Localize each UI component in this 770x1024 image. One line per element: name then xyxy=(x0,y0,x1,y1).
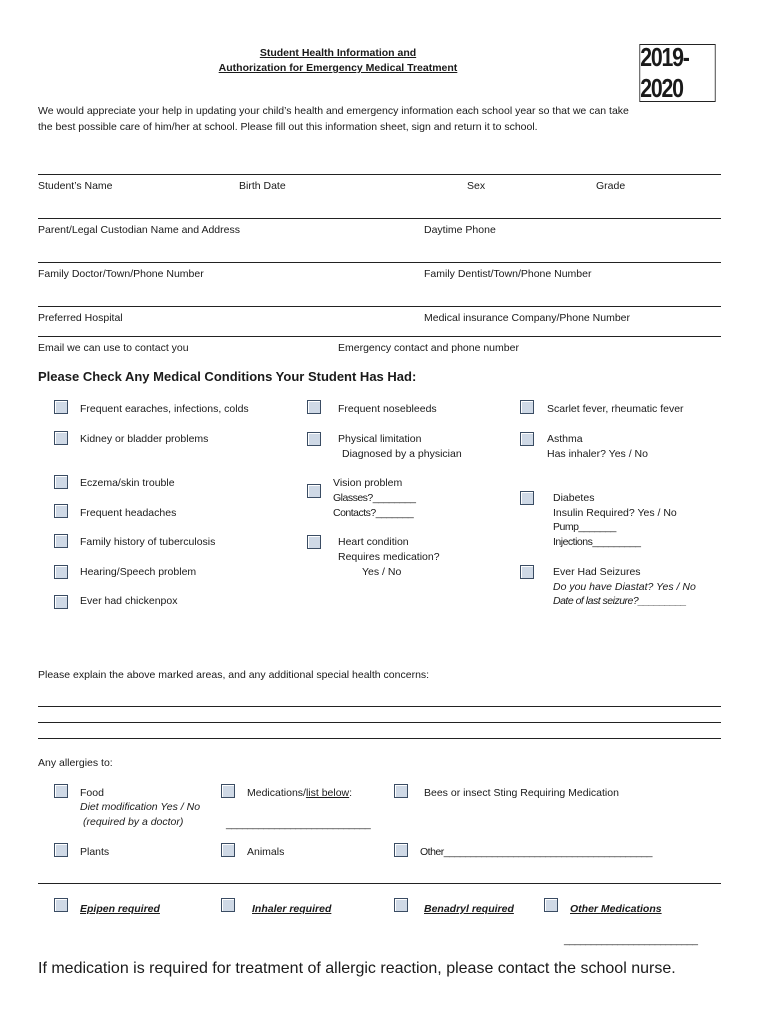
seizures-checkbox[interactable] xyxy=(520,565,534,579)
diabetes-checkbox[interactable] xyxy=(520,491,534,505)
contact-info-line[interactable] xyxy=(38,336,721,337)
food-allergy-label: Food xyxy=(80,787,104,799)
doctor-info-line[interactable] xyxy=(38,262,721,263)
sex-label: Sex xyxy=(467,180,486,192)
explain-line-1[interactable] xyxy=(38,706,721,707)
plants-allergy-checkbox[interactable] xyxy=(54,843,68,857)
earaches-checkbox[interactable] xyxy=(54,400,68,414)
headaches-label: Frequent headaches xyxy=(80,507,177,519)
explain-label: Please explain the above marked areas, and any additional special health concerns: xyxy=(38,669,430,681)
bees-allergy-label: Bees or insect Sting Requiring Medication xyxy=(424,787,619,799)
plants-allergy-label: Plants xyxy=(80,846,110,858)
heart-condition-checkbox[interactable] xyxy=(307,535,321,549)
emergency-contact-label: Emergency contact and phone number xyxy=(338,342,519,354)
footer-note: If medication is required for treatment of allergic reaction, please contact the school nurse. xyxy=(38,960,676,977)
bees-allergy-checkbox[interactable] xyxy=(394,784,408,798)
benadryl-label: Benadryl required xyxy=(424,903,514,915)
kidney-checkbox[interactable] xyxy=(54,431,68,445)
doctor-required-note: (required by a doctor) xyxy=(83,816,184,828)
inhaler-label: Inhaler required xyxy=(252,903,332,915)
heart-yes-no: Yes / No xyxy=(362,566,402,578)
chickenpox-label: Ever had chickenpox xyxy=(80,595,178,607)
explain-line-3[interactable] xyxy=(38,738,721,739)
diabetes-label: Diabetes xyxy=(553,492,595,504)
scarlet-fever-checkbox[interactable] xyxy=(520,400,534,414)
hearing-label: Hearing/Speech problem xyxy=(80,566,197,578)
eczema-label: Eczema/skin trouble xyxy=(80,477,175,489)
physical-limitation-label: Physical limitation xyxy=(338,433,422,445)
contacts-field[interactable]: Contacts?_______ xyxy=(333,507,414,519)
food-allergy-checkbox[interactable] xyxy=(54,784,68,798)
headaches-checkbox[interactable] xyxy=(54,504,68,518)
parent-label: Parent/Legal Custodian Name and Address xyxy=(38,224,240,236)
other-medications-checkbox[interactable] xyxy=(544,898,558,912)
nosebleeds-checkbox[interactable] xyxy=(307,400,321,414)
seizures-label: Ever Had Seizures xyxy=(553,566,641,578)
vision-label: Vision problem xyxy=(333,477,403,489)
birth-date-label: Birth Date xyxy=(239,180,286,192)
student-info-line[interactable] xyxy=(38,174,721,175)
insurance-label: Medical insurance Company/Phone Number xyxy=(424,312,631,324)
vision-checkbox[interactable] xyxy=(307,484,321,498)
daytime-phone-label: Daytime Phone xyxy=(424,224,496,236)
medications-list-field[interactable]: ___________________________ xyxy=(226,818,371,830)
explain-line-2[interactable] xyxy=(38,722,721,723)
diet-modification-note: Diet modification Yes / No xyxy=(80,801,201,813)
hospital-info-line[interactable] xyxy=(38,306,721,307)
inhaler-checkbox[interactable] xyxy=(221,898,235,912)
preferred-hospital-label: Preferred Hospital xyxy=(38,312,123,324)
other-allergy-field[interactable]: Other_______________________________________ xyxy=(420,846,653,858)
medications-allergy-checkbox[interactable] xyxy=(221,784,235,798)
glasses-field[interactable]: Glasses?________ xyxy=(333,492,416,504)
epipen-checkbox[interactable] xyxy=(54,898,68,912)
last-seizure-field[interactable]: Date of last seizure?_________ xyxy=(553,595,687,607)
nosebleeds-label: Frequent nosebleeds xyxy=(338,403,437,415)
intro-paragraph: We would appreciate your help in updating your child’s health and emergency information each school year so that we can take the best possible care of him/her at school. Please fill out this information sheet, sign and return it to school. xyxy=(38,105,629,133)
asthma-label: Asthma xyxy=(547,433,583,445)
family-dentist-label: Family Dentist/Town/Phone Number xyxy=(424,268,592,280)
tuberculosis-label: Family history of tuberculosis xyxy=(80,536,216,548)
list-below-link: list below xyxy=(305,787,350,799)
earaches-label: Frequent earaches, infections, colds xyxy=(80,403,249,415)
form-title-line1: Student Health Information and xyxy=(259,47,417,59)
benadryl-checkbox[interactable] xyxy=(394,898,408,912)
eczema-checkbox[interactable] xyxy=(54,475,68,489)
other-allergy-checkbox[interactable] xyxy=(394,843,408,857)
kidney-label: Kidney or bladder problems xyxy=(80,433,209,445)
email-label: Email we can use to contact you xyxy=(38,342,189,354)
pump-field[interactable]: Pump_______ xyxy=(553,521,616,533)
physical-limitation-note: Diagnosed by a physician xyxy=(342,448,462,460)
animals-allergy-checkbox[interactable] xyxy=(221,843,235,857)
parent-info-line[interactable] xyxy=(38,218,721,219)
other-medications-field[interactable]: _________________________ xyxy=(564,934,698,946)
tuberculosis-checkbox[interactable] xyxy=(54,534,68,548)
asthma-inhaler-note: Has inhaler? Yes / No xyxy=(547,448,648,460)
insulin-note: Insulin Required? Yes / No xyxy=(553,507,677,519)
allergies-heading: Any allergies to: xyxy=(38,757,113,769)
diastat-note: Do you have Diastat? Yes / No xyxy=(553,581,696,593)
heart-medication-note: Requires medication? xyxy=(338,551,440,563)
school-year-box: 2019-2020 xyxy=(639,44,715,102)
allergies-divider xyxy=(38,883,721,884)
scarlet-fever-label: Scarlet fever, rheumatic fever xyxy=(547,403,684,415)
medications-allergy-label: Medications/list below: xyxy=(247,787,353,799)
other-medications-label: Other Medications xyxy=(570,903,662,915)
animals-allergy-label: Animals xyxy=(247,846,285,858)
injections-field[interactable]: Injections_________ xyxy=(553,536,641,548)
hearing-checkbox[interactable] xyxy=(54,565,68,579)
heart-condition-label: Heart condition xyxy=(338,536,409,548)
family-doctor-label: Family Doctor/Town/Phone Number xyxy=(38,268,204,280)
form-title-line2: Authorization for Emergency Medical Treatment xyxy=(218,62,458,74)
epipen-label: Epipen required xyxy=(80,903,160,915)
grade-label: Grade xyxy=(596,180,626,192)
conditions-heading: Please Check Any Medical Conditions Your Student Has Had: xyxy=(38,369,417,384)
physical-limitation-checkbox[interactable] xyxy=(307,432,321,446)
asthma-checkbox[interactable] xyxy=(520,432,534,446)
chickenpox-checkbox[interactable] xyxy=(54,595,68,609)
student-name-label: Student’s Name xyxy=(38,180,113,192)
